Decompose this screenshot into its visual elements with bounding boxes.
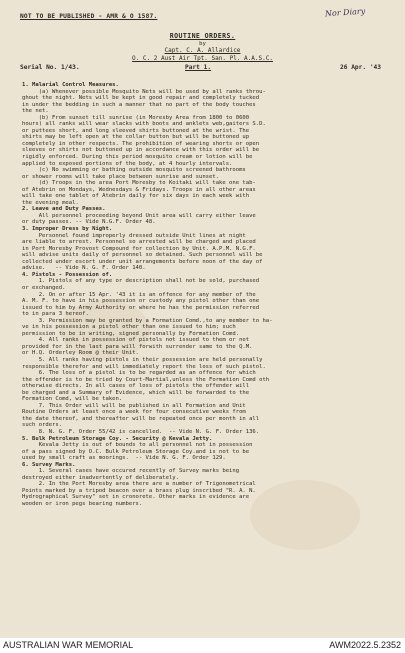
body-line: 2. On or after 15 Apr. '43 it is an offence for any member of the (22, 291, 256, 298)
body-line: are liable to arrest. Personnel so arrested will be charged and placed (22, 239, 256, 246)
by-line: by (199, 41, 206, 47)
body-line: hours) all ranks will wear slacks with boots and anklets web,gaiters S.D. (22, 121, 266, 128)
body-line: (a) Whenever possible Mosquito Nets will be used by all ranks throu- (22, 88, 266, 95)
body-line: to in para 3 hereof. (22, 311, 89, 318)
body-line: in under the bedding in such a manner that no part of the body touches (22, 101, 256, 108)
body-line: of a pass signed by O.C. Bulk Petroleum Storage Coy.and is not to be (22, 448, 250, 455)
body-line: applied to exposed portions of the body, at 4 hourly intervals. (22, 160, 233, 167)
body-line: the offender is to be tried by Court-Martial,unless the Formation Comd oth (22, 376, 270, 383)
body-line: destroyed either inadvertently of deliberately. (22, 474, 179, 481)
body-line: (d) Troops in the area Port Moresby to Koitaki will take one tab- (22, 180, 256, 187)
handwritten-note: Nor Diary (324, 6, 366, 19)
body-line: Personnel found improperly dressed outside Unit lines at night (22, 232, 246, 239)
order-body (22, 82, 389, 508)
body-line: shirts may be left open at the collar button but will be buttoned up (22, 134, 250, 141)
body-line: ghout the night. Nets will be kept in good repair and completely tucked (22, 95, 260, 102)
body-line: will take one tablet of Atebrin daily for six days in each week with (22, 193, 250, 200)
body-line: otherwise directs. In all cases of loss of pistols the offender will (22, 383, 250, 390)
footer-accession-id: AWM2022.5.2352 (329, 640, 401, 650)
body-line: permission to be in writing, signed personally by Formation Comd. (22, 330, 240, 337)
body-line: Routine Orders at least once a week for four consecutive weeks from (22, 409, 246, 416)
body-line: 6. The loss of a pistol is to be regarded as an offence for which (22, 370, 256, 377)
body-line: in Port Moresby Provost Compound for collection by Unit. A.P.M. N.G.F. (22, 245, 256, 252)
body-line: (b) From sunset till sunrise (in Moresby Area from 1800 to 0600 (22, 114, 250, 121)
body-line: Formation Comd, will be taken. (22, 396, 123, 403)
body-line: 2. In the Port Moresby area there are a number of Trigonometrical (22, 481, 256, 488)
order-date: 26 Apr. '43 (340, 64, 381, 71)
body-line: responsible therefor and will immediately report the loss of such pistol. (22, 363, 266, 370)
body-line: rigidly enforced. During this period mosquito cream or lotion will be (22, 154, 253, 161)
body-line: sleeves or shirts not buttoned up in accordance with this order will be (22, 147, 260, 154)
body-line: or exchanged. (22, 284, 66, 291)
footer-bar (0, 638, 405, 653)
body-line: wooden or iron pegs bearing numbers. (22, 501, 143, 507)
body-line: will advise units daily of personnel so detained. Such personnel will be (22, 252, 263, 259)
section-heading: 4. Pistols - Possession of. (22, 271, 113, 278)
body-line: 5. All ranks having pistols in their possession are held personally (22, 356, 263, 363)
body-line: All personnel proceeding beyond Unit area will carry either leave (22, 212, 256, 219)
body-line: 1. Several cases have occured recently of Survey marks being (22, 468, 240, 475)
author-name: Capt. C. A. Allardice (164, 47, 241, 54)
serial-number: Serial No. 1/43. (20, 64, 80, 71)
body-line: completely in other respects. The prohibition of wearing shorts or open (22, 140, 260, 147)
section-heading: 1. Malarial Control Measures. (22, 82, 119, 88)
body-line: 4. All ranks in possession of pistols not issued to them or not (22, 337, 250, 344)
body-line: 3. Permission may be granted by a Formation Comd.,to any member to ha- (22, 317, 273, 324)
body-line: or duty passes. -- Vide N.G.F. Order 48. (22, 219, 156, 226)
body-line: the date thereof, and thereafter will be repeated once per month in all (22, 415, 260, 422)
body-line: provided for in the last para will forwith surrender same to the Q.M. (22, 343, 253, 350)
body-line: Kevala Jetty is out of bounds to all personnel not in possession (22, 442, 253, 449)
body-line: advise. -- Vide N. G. F. Order 140. (22, 265, 146, 272)
body-line: of Atebrin on Mondays, Wednesdays & Fridays. Troops in all other areas (22, 186, 256, 193)
body-line: 8. N. G. F. Order 55/42 is cancelled. -- Vide N. G. F. Order 136. (22, 428, 260, 435)
unit-name: O. C. 2 Aust Air Tpt. San. Pl. A.A.S.C. (132, 55, 273, 62)
section-heading: 6. Survey Marks. (22, 461, 76, 468)
body-line: Points marked by a tripod beacon over a brass plug inscribed "R. A. N. (22, 487, 256, 494)
body-line: (c) No swimming or bathing outside mosquito screened bathrooms (22, 167, 246, 174)
part-label: Part 1. (185, 64, 212, 71)
restriction-notice: NOT TO BE PUBLISHED - AMR & O 1587. (20, 13, 158, 20)
section-heading: 5. Bulk Petroleum Storage Coy. - Security @ Kevala Jetty. (22, 435, 213, 442)
body-line: the evening meal. (22, 199, 79, 206)
body-line: or puttees short, and long sleeved shirts buttoned at the wrist. The (22, 127, 250, 134)
body-line: such orders. (22, 422, 63, 429)
body-line: the net. (22, 108, 49, 115)
body-line: 7. This Order will will be published in all Formation and Unit (22, 402, 246, 409)
body-line: or H.Q. Orderley Room @ their Unit. (22, 350, 139, 357)
section-heading: 2. Leave and Duty Passes. (22, 206, 106, 213)
footer-institution: AUSTRALIAN WAR MEMORIAL (3, 640, 134, 650)
body-line: Hydrographical Survey" set in cronorete. Other marks in evidence are (22, 494, 250, 501)
body-line: issued to him by Army Authority or where he has the permission referred (22, 304, 260, 311)
section-heading: 3. Improper Dress by Night. (22, 226, 113, 233)
body-line: ve in his possession a pistol other than one issued to him; such (22, 324, 236, 331)
serial-row (20, 65, 391, 72)
body-line: collected under escort under unit arrangements before noon of the day of (22, 258, 263, 265)
body-line: 1. Pistols of any type or description shall not be sold, purchased (22, 278, 260, 285)
document-title: ROUTINE ORDERS. (169, 32, 236, 40)
body-line: or shower rooms will take place between sunrise and sunset. (22, 173, 220, 180)
body-line: be charged and a Summary of Evidence, which will be forwarded to the (22, 389, 250, 396)
body-line: A. M. F. to have in his possession or custody any pistol other than one (22, 298, 260, 305)
body-line: used by small craft as moorings. -- Vide N. G. F. Order 129. (22, 455, 226, 462)
